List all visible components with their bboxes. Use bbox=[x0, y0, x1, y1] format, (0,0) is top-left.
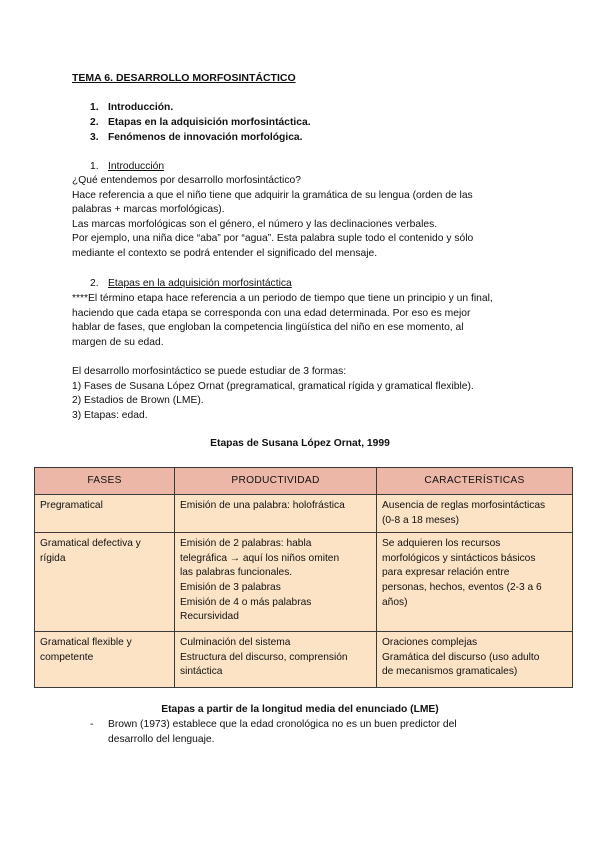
cell-line: sintáctica bbox=[180, 666, 223, 678]
forms-line: 2) Estadios de Brown (LME). bbox=[72, 395, 204, 407]
cell-line: competente bbox=[40, 651, 94, 663]
table-cell-fase bbox=[35, 495, 175, 533]
table-cell-caracteristicas bbox=[377, 495, 573, 533]
toc-item-introduccion: Introducción. bbox=[108, 102, 174, 113]
bullet-line: desarrollo del lenguaje. bbox=[108, 733, 215, 745]
table-cell-caracteristicas bbox=[377, 632, 573, 688]
section1-line: Por ejemplo, una niña dice “aba” por “agua”. Esta palabra suple todo el contenido y sólo bbox=[72, 233, 474, 245]
toc-num-3: 3. bbox=[90, 132, 99, 143]
table-cell-caracteristicas bbox=[377, 533, 573, 632]
cell-line: Gramatical flexible y bbox=[40, 637, 132, 649]
table-title: Etapas de Susana López Ornat, 1999 bbox=[210, 438, 390, 449]
cell-line: Emisión de una palabra: holofrástica bbox=[180, 500, 345, 511]
cell-line: Ausencia de reglas morfosintácticas bbox=[382, 500, 546, 511]
table-cell-productividad bbox=[175, 533, 377, 632]
cell-line: Pregramatical bbox=[40, 500, 103, 511]
page-title: TEMA 6. DESARROLLO MORFOSINTÁCTICO bbox=[72, 72, 296, 84]
section2-paragraph bbox=[72, 292, 493, 350]
forms-line: El desarrollo morfosintáctico se puede estudiar de 3 formas: bbox=[72, 366, 347, 377]
cell-line: Emisión de 2 palabras: habla bbox=[180, 538, 312, 550]
phases-table bbox=[34, 467, 573, 688]
section1-line: Hace referencia a que el niño tiene que adquirir la gramática de su lengua (orden de las bbox=[72, 189, 473, 201]
forms-line: 1) Fases de Susana López Ornat (pregramatical, gramatical rígida y gramatical flexible). bbox=[72, 380, 474, 392]
table-cell-productividad bbox=[175, 495, 377, 533]
section2-heading: Etapas en la adquisición morfosintáctica bbox=[108, 278, 292, 289]
cell-line: Emisión de 3 palabras bbox=[180, 581, 281, 593]
cell-line: de mecanismos gramaticales) bbox=[382, 666, 518, 678]
table-header-productividad: PRODUCTIVIDAD bbox=[175, 468, 377, 495]
section2-line: ****El término etapa hace referencia a un periodo de tiempo que tiene un principio y un final, bbox=[72, 293, 493, 304]
table-cell-fase bbox=[35, 533, 175, 632]
section2-num: 2. bbox=[90, 278, 99, 289]
toc-num-1: 1. bbox=[90, 102, 99, 113]
section1-paragraph bbox=[72, 174, 473, 262]
section1-line: ¿Qué entendemos por desarrollo morfosintáctico? bbox=[72, 175, 301, 186]
toc-item-etapas: Etapas en la adquisición morfosintáctica. bbox=[108, 117, 311, 128]
table-cell-fase bbox=[35, 632, 175, 688]
cell-line: Oraciones complejas bbox=[382, 637, 478, 649]
table-cell-productividad bbox=[175, 632, 377, 688]
table-header-caracteristicas: CARACTERÍSTICAS bbox=[377, 468, 573, 495]
section1-line: mediante el contexto se podrá entender el significado del mensaje. bbox=[72, 247, 378, 259]
toc-item-fenomenos: Fenómenos de innovación morfológica. bbox=[108, 132, 303, 143]
cell-line: rígida bbox=[40, 552, 66, 564]
section1-heading: Introducción bbox=[108, 161, 165, 172]
lme-title: Etapas a partir de la longitud media del enunciado (LME) bbox=[161, 704, 439, 715]
cell-line: para expresar relación entre bbox=[382, 567, 510, 579]
section1-line: Las marcas morfológicas son el género, el número y las declinaciones verbales. bbox=[72, 218, 438, 230]
section1-line: palabras + marcas morfológicas). bbox=[72, 204, 225, 216]
lme-bullet-text bbox=[108, 718, 457, 747]
cell-line: Gramática del discurso (uso adulto bbox=[382, 651, 540, 663]
cell-line: Culminación del sistema bbox=[180, 637, 291, 649]
table-row bbox=[35, 632, 573, 688]
bullet-dash: - bbox=[90, 719, 94, 730]
section2-line: haciendo que cada etapa se corresponda con una edad determinada. Por eso es mejor bbox=[72, 307, 471, 319]
cell-line: años) bbox=[382, 596, 408, 608]
cell-line: Recursividad bbox=[180, 611, 239, 623]
forms-paragraph bbox=[72, 365, 474, 423]
cell-line: telegráfica → aquí los niños omiten bbox=[180, 552, 340, 564]
toc-num-2: 2. bbox=[90, 117, 99, 128]
table-header-fases: FASES bbox=[35, 468, 175, 495]
cell-line: Emisión de 4 o más palabras bbox=[180, 596, 312, 608]
table-row bbox=[35, 495, 573, 533]
section1-num: 1. bbox=[90, 161, 99, 172]
table-row bbox=[35, 533, 573, 632]
cell-line: (0-8 a 18 meses) bbox=[382, 514, 460, 526]
cell-line: Estructura del discurso, comprensión bbox=[180, 651, 348, 663]
bullet-line: Brown (1973) establece que la edad cronológica no es un buen predictor del bbox=[108, 719, 457, 730]
section2-line: hablar de fases, que engloban la competencia lingüística del niño en ese momento, al bbox=[72, 322, 464, 334]
section2-line: margen de su edad. bbox=[72, 336, 164, 348]
cell-line: Gramatical defectiva y bbox=[40, 538, 141, 550]
cell-line: personas, hechos, eventos (2-3 a 6 bbox=[382, 581, 542, 593]
cell-line: las palabras funcionales. bbox=[180, 567, 293, 579]
forms-line: 3) Etapas: edad. bbox=[72, 409, 148, 421]
cell-line: morfológicos y sintácticos básicos bbox=[382, 552, 536, 564]
cell-line: Se adquieren los recursos bbox=[382, 538, 501, 550]
